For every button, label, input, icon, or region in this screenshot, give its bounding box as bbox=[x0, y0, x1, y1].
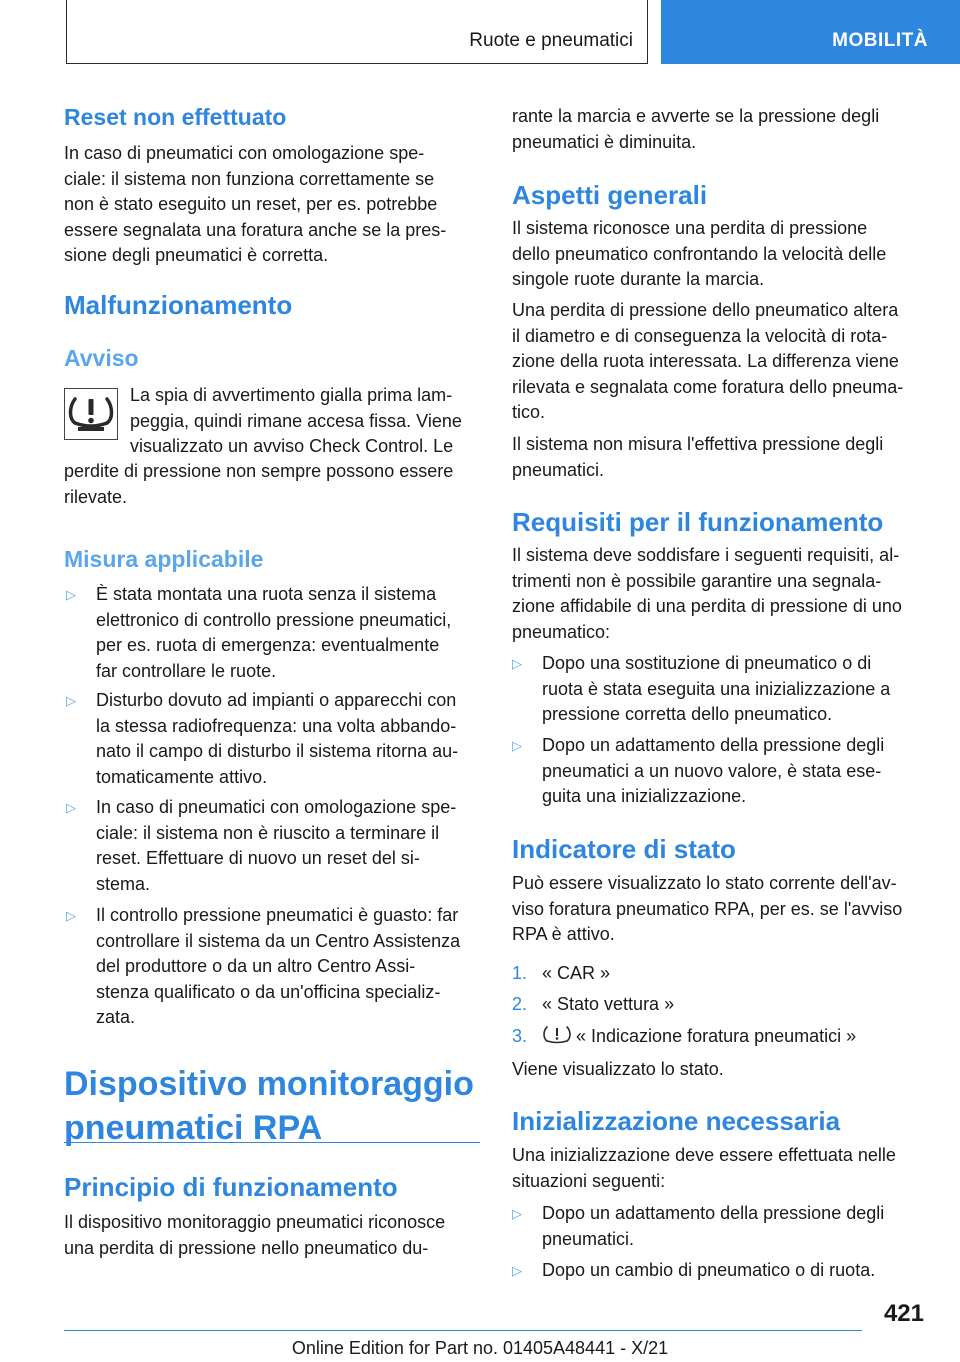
text-line: Il sistema non misura l'effettiva pressione degli bbox=[512, 434, 884, 454]
title-line: Dispositivo monitoraggio bbox=[64, 1065, 474, 1103]
aspetti-paragraph-1 bbox=[512, 216, 886, 293]
bullet-triangle-icon: ▷ bbox=[66, 693, 76, 708]
text-line: essere segnalata una foratura anche se la pres- bbox=[64, 219, 447, 240]
list-item bbox=[512, 651, 926, 729]
step-text: « CAR » bbox=[542, 963, 611, 983]
text-line: Il sistema deve soddisfare i seguenti requisiti, al- bbox=[512, 545, 900, 565]
text-line: stenza qualificato o da un'officina specializ- bbox=[96, 981, 441, 1002]
text-line: nato il campo di disturbo il sistema ritorna au- bbox=[96, 741, 459, 761]
reset-paragraph bbox=[64, 141, 446, 269]
header-chapter-title: MOBILITÀ bbox=[832, 30, 928, 51]
text-line: ciale: il sistema non funziona correttamente se bbox=[64, 168, 435, 189]
text-line: Dopo un adattamento della pressione degli bbox=[542, 1203, 885, 1223]
text-line: pneumatici. bbox=[512, 459, 605, 480]
text-line: stema. bbox=[96, 873, 151, 894]
bullet-triangle-icon: ▷ bbox=[66, 587, 76, 602]
principio-paragraph bbox=[64, 1210, 445, 1261]
requisiti-title: Requisiti per il funzionamento bbox=[512, 507, 884, 537]
bullet-triangle-icon: ▷ bbox=[512, 656, 522, 671]
text-line: singole ruote durante la marcia. bbox=[512, 269, 765, 289]
text-line: per es. ruota di emergenza: eventualmente bbox=[96, 635, 440, 655]
text-line: sione degli pneumatici è corretta. bbox=[64, 245, 329, 265]
text-line: la stessa radiofrequenza: una volta abbando- bbox=[96, 715, 457, 736]
text-line: zata. bbox=[96, 1007, 136, 1027]
avviso-title: Avviso bbox=[64, 345, 139, 371]
avviso-paragraph-indented bbox=[130, 383, 462, 460]
list-item bbox=[66, 688, 480, 792]
aspetti-paragraph-3 bbox=[512, 432, 883, 483]
reset-title: Reset non effettuato bbox=[64, 104, 287, 130]
list-item bbox=[512, 1258, 926, 1284]
text-line: zione della ruota interessata. La differenza viene bbox=[512, 351, 899, 371]
text-line: Una perdita di pressione dello pneumatico altera bbox=[512, 300, 899, 320]
header-section-tab bbox=[66, 0, 648, 64]
bullet-triangle-icon: ▷ bbox=[512, 1263, 522, 1278]
text-line: La spia di avvertimento gialla prima lam- bbox=[130, 385, 453, 405]
footer-divider bbox=[64, 1330, 862, 1331]
header-chapter-tab bbox=[661, 0, 960, 64]
stato-paragraph bbox=[512, 871, 902, 948]
step-number: 3. bbox=[512, 1026, 528, 1046]
text-line: rilevata e segnalata come foratura dello pneuma- bbox=[512, 376, 904, 397]
text-line: Il sistema riconosce una perdita di pressione bbox=[512, 218, 868, 238]
text-line: In caso di pneumatici con omologazione spe- bbox=[64, 143, 425, 163]
text-line: non è stato eseguito un reset, per es. potrebbe bbox=[64, 194, 438, 214]
text-line: guita una inizializzazione. bbox=[542, 786, 747, 806]
text-line: pneumatici. bbox=[542, 1228, 635, 1249]
text-line: Disturbo dovuto ad impianti o apparecchi con bbox=[96, 690, 457, 710]
tire-warning-small-icon bbox=[542, 1024, 572, 1050]
text-line: pressione corretta dello pneumatico. bbox=[542, 704, 833, 724]
init-paragraph bbox=[512, 1143, 896, 1194]
step-text: « Indicazione foratura pneumatici » bbox=[576, 1026, 857, 1046]
step-number: 2. bbox=[512, 994, 528, 1014]
bullet-triangle-icon: ▷ bbox=[512, 1206, 522, 1221]
text-line: pneumatici a un nuovo valore, è stata ese- bbox=[542, 760, 882, 781]
text-line: RPA è attivo. bbox=[512, 924, 615, 944]
rpa-chapter-title bbox=[64, 1062, 474, 1150]
text-line: tomaticamente attivo. bbox=[96, 766, 268, 787]
text-line: del produttore o da un altro Centro Assi- bbox=[96, 956, 416, 976]
text-line: pneumatico: bbox=[512, 621, 611, 642]
header-section-title: Ruote e pneumatici bbox=[469, 30, 633, 51]
misura-title: Misura applicabile bbox=[64, 546, 264, 572]
text-line: zione affidabile di una perdita di pressione di uno bbox=[512, 596, 902, 616]
text-line: reset. Effettuare di nuovo un reset del si- bbox=[96, 848, 420, 868]
step-item bbox=[512, 992, 926, 1018]
bullet-triangle-icon: ▷ bbox=[512, 738, 522, 753]
text-line: Una inizializzazione deve essere effettuata nelle bbox=[512, 1145, 896, 1165]
text-line: Il controllo pressione pneumatici è guasto: far bbox=[96, 905, 459, 925]
text-line: ruota è stata eseguita una inizializzazione a bbox=[542, 678, 891, 699]
text-line: In caso di pneumatici con omologazione spe- bbox=[96, 797, 457, 817]
step-text: « Stato vettura » bbox=[542, 994, 675, 1014]
text-line: viso foratura pneumatico RPA, per es. se l'avviso bbox=[512, 898, 903, 919]
text-line: È stata montata una ruota senza il sistema bbox=[96, 584, 437, 604]
text-line: rante la marcia e avverte se la pressione degli bbox=[512, 106, 880, 126]
title-line: pneumatici RPA bbox=[64, 1109, 323, 1147]
stato-after: Viene visualizzato lo stato. bbox=[512, 1059, 724, 1079]
malfunzionamento-title: Malfunzionamento bbox=[64, 290, 293, 320]
stato-title: Indicatore di stato bbox=[512, 834, 736, 864]
step-item bbox=[512, 961, 926, 987]
page-number: 421 bbox=[883, 1300, 924, 1327]
list-item bbox=[66, 582, 480, 686]
list-item bbox=[512, 1201, 926, 1253]
text-line: perdite di pressione non sempre possono essere bbox=[64, 461, 454, 481]
avviso-paragraph bbox=[64, 459, 453, 510]
requisiti-paragraph bbox=[512, 543, 902, 645]
text-line: Il dispositivo monitoraggio pneumatici riconosce bbox=[64, 1212, 446, 1232]
text-line: visualizzato un avviso Check Control. Le bbox=[130, 436, 454, 456]
bullet-triangle-icon: ▷ bbox=[66, 800, 76, 815]
text-line: far controllare le ruote. bbox=[96, 660, 277, 681]
text-line: Dopo un cambio di pneumatico o di ruota. bbox=[542, 1260, 876, 1280]
init-title: Inizializzazione necessaria bbox=[512, 1106, 841, 1136]
text-line: pneumatici è diminuita. bbox=[512, 131, 697, 152]
continued-paragraph bbox=[512, 104, 879, 155]
aspetti-paragraph-2 bbox=[512, 298, 903, 426]
text-line: dello pneumatico confrontando la velocità delle bbox=[512, 243, 887, 264]
text-line: tico. bbox=[512, 402, 546, 422]
footer-edition: Online Edition for Part no. 01405A48441 - X/21 bbox=[291, 1338, 669, 1358]
step-item bbox=[512, 1024, 926, 1050]
text-line: Può essere visualizzato lo stato corrente dell'av- bbox=[512, 873, 897, 893]
text-line: controllare il sistema da un Centro Assistenza bbox=[96, 930, 461, 951]
text-line: Dopo una sostituzione di pneumatico o di bbox=[542, 653, 872, 673]
text-line: situazioni seguenti: bbox=[512, 1170, 666, 1191]
text-line: una perdita di pressione nello pneumatico du- bbox=[64, 1237, 429, 1258]
text-line: ciale: il sistema non è riuscito a terminare il bbox=[96, 822, 440, 843]
text-line: il diametro e di conseguenza la velocità di rota- bbox=[512, 325, 888, 346]
list-item bbox=[512, 733, 926, 811]
aspetti-title: Aspetti generali bbox=[512, 180, 708, 210]
text-line: rilevate. bbox=[64, 486, 128, 507]
list-item bbox=[66, 795, 480, 899]
step-number: 1. bbox=[512, 963, 528, 983]
list-item bbox=[66, 903, 480, 1033]
text-line: elettronico di controllo pressione pneumatici, bbox=[96, 609, 452, 630]
text-line: Dopo un adattamento della pressione degli bbox=[542, 735, 885, 755]
text-line: trimenti non è possibile garantire una segnala- bbox=[512, 570, 882, 591]
chapter-divider bbox=[64, 1142, 480, 1143]
bullet-triangle-icon: ▷ bbox=[66, 908, 76, 923]
principio-title: Principio di funzionamento bbox=[64, 1172, 398, 1202]
tire-pressure-warning-icon bbox=[64, 388, 118, 440]
text-line: peggia, quindi rimane accesa fissa. Viene bbox=[130, 410, 462, 431]
